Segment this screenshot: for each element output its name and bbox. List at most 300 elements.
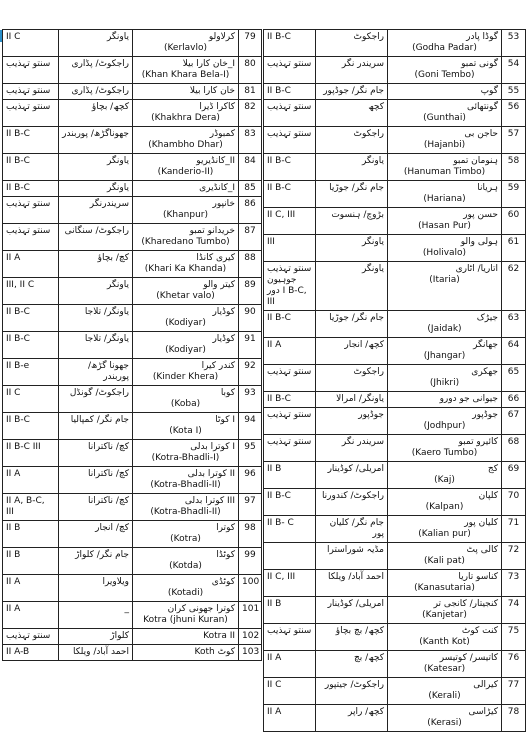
row-number-cell xyxy=(239,30,262,57)
location-cell xyxy=(59,57,133,84)
period-cell-text: II B-C xyxy=(6,307,30,317)
site-name-cell-text: گونتھائی xyxy=(466,102,498,112)
period-cell-text: II B xyxy=(6,550,21,560)
site-name-cell-text: اتاریا/ اٹاری xyxy=(455,264,498,274)
period-cell xyxy=(264,651,316,678)
site-name-cell xyxy=(388,462,502,489)
site-english-name: (Kerasi) xyxy=(427,718,462,728)
period-cell xyxy=(3,386,59,413)
site-name-cell-text: کائیرو تمبو xyxy=(458,437,498,447)
site-name-cell-text: کاکرا ڈیرا xyxy=(199,102,235,112)
period-cell xyxy=(3,100,59,127)
location-cell xyxy=(59,30,133,57)
row-number-cell-text: 92 xyxy=(244,361,256,371)
site-name-cell-text: کوترا xyxy=(216,523,235,533)
row-number-cell xyxy=(502,127,526,154)
location-cell-text: راجکوٹ/ پڈاری xyxy=(71,86,129,96)
period-cell xyxy=(3,224,59,251)
period-cell-text: II A xyxy=(6,577,21,587)
site-name-cell xyxy=(133,197,239,224)
period-cell xyxy=(264,516,316,543)
period-cell-text: II B-C III xyxy=(6,442,41,452)
location-cell xyxy=(59,440,133,467)
period-cell-text: سنتو تہذیب xyxy=(6,226,51,236)
table-row xyxy=(3,575,262,602)
site-english-name: (Kotadi) xyxy=(167,588,204,598)
period-cell xyxy=(3,57,59,84)
period-cell-text: سنتو تہذیب xyxy=(267,367,312,377)
site-english-name: (Kinder Khera) xyxy=(152,372,219,382)
row-number-cell xyxy=(239,154,262,181)
site-name-cell-text: کوترا بدلی III xyxy=(184,496,235,506)
row-number-cell xyxy=(502,705,526,732)
location-cell xyxy=(316,262,388,311)
site-name-cell xyxy=(133,359,239,386)
row-number-cell xyxy=(502,100,526,127)
site-name-cell-text: کنجیتار/ کانجی تر xyxy=(433,599,498,609)
site-english-name: (Kanasutaria) xyxy=(414,583,475,593)
row-number-cell-text: 69 xyxy=(507,464,520,474)
row-number-cell-text: 78 xyxy=(507,707,520,717)
site-english-name: (Kotra-Bhadli-I) xyxy=(151,453,220,463)
location-cell xyxy=(59,127,133,154)
site-name-cell-text: Koth کوٹ xyxy=(194,647,235,657)
site-english-name: (Kerali) xyxy=(428,691,461,701)
table-row xyxy=(264,543,526,570)
row-number-cell-text: 98 xyxy=(244,523,256,533)
location-cell xyxy=(59,332,133,359)
period-cell xyxy=(3,645,59,661)
row-number-cell-text: 56 xyxy=(507,102,520,112)
period-cell xyxy=(264,408,316,435)
site-name-cell-text: کیڑاسی xyxy=(468,707,498,717)
site-name-cell xyxy=(388,392,502,408)
site-english-name: (Kotra-Bhadli-II) xyxy=(150,480,221,490)
site-name-cell-text: ہنومان تمبو xyxy=(453,156,498,166)
period-cell-text: II A xyxy=(6,469,21,479)
row-number-cell-text: 95 xyxy=(244,442,256,452)
location-cell xyxy=(59,413,133,440)
site-name-cell-text: کوترا بدلی II xyxy=(187,469,235,479)
site-name-cell xyxy=(388,597,502,624)
period-cell xyxy=(264,705,316,732)
location-cell-text: یاونگر xyxy=(106,183,129,193)
period-cell-text: II B-C xyxy=(267,313,291,323)
location-cell xyxy=(59,84,133,100)
period-cell xyxy=(264,597,316,624)
period-cell xyxy=(3,359,59,386)
row-number-cell-text: 89 xyxy=(244,280,256,290)
row-number-cell-text: 74 xyxy=(507,599,520,609)
location-cell xyxy=(59,181,133,197)
table-row xyxy=(264,154,526,181)
site-name-cell xyxy=(133,305,239,332)
row-number-cell xyxy=(239,645,262,661)
row-number-cell-text: 67 xyxy=(507,410,520,420)
row-number-cell xyxy=(239,305,262,332)
row-number-cell xyxy=(502,392,526,408)
site-name-cell-text: ہولی والو xyxy=(460,237,498,247)
period-cell xyxy=(264,154,316,181)
location-cell xyxy=(316,127,388,154)
row-number-cell-text: 53 xyxy=(507,32,520,42)
location-cell-text: جام نگر/ جوڑیا xyxy=(329,313,384,323)
table-row xyxy=(3,602,262,629)
period-cell-text: سنتو تہذیب xyxy=(267,129,312,139)
site-name-cell-text: گونی تمبو xyxy=(461,59,498,69)
site-name-cell xyxy=(388,57,502,84)
row-number-cell-text: 71 xyxy=(507,518,520,528)
location-cell xyxy=(316,597,388,624)
row-number-cell xyxy=(239,602,262,629)
table-row xyxy=(3,30,262,57)
site-name-cell-text: حسن پور xyxy=(463,210,498,220)
site-english-name: (Hanuman Timbo) xyxy=(403,167,486,177)
table-row xyxy=(264,705,526,732)
row-number-cell xyxy=(502,543,526,570)
period-cell xyxy=(3,154,59,181)
row-number-cell xyxy=(239,181,262,197)
site-name-cell xyxy=(133,575,239,602)
period-cell-text: II B xyxy=(267,599,282,609)
location-cell xyxy=(316,235,388,262)
period-cell-text: سنتو تہذیب xyxy=(6,59,51,69)
row-number-cell-text: 101 xyxy=(242,604,260,614)
site-name-cell xyxy=(133,100,239,127)
site-english-name: (Khanpur) xyxy=(163,210,208,220)
row-number-cell-text: 102 xyxy=(242,631,260,641)
period-cell-text: II B-C xyxy=(267,394,291,404)
period-cell xyxy=(3,332,59,359)
sites-table-right xyxy=(263,29,526,732)
period-cell xyxy=(264,127,316,154)
location-cell-text: کچھ/ راپر xyxy=(348,707,384,717)
table-row xyxy=(3,413,262,440)
site-english-name: Kotra (jhuni Kuran) xyxy=(143,615,228,625)
row-number-cell-text: 61 xyxy=(507,237,520,247)
site-name-cell xyxy=(388,435,502,462)
site-english-name: (Jhikri) xyxy=(429,378,460,388)
location-cell xyxy=(59,359,133,386)
site-name-cell-text: کانڈیری_I xyxy=(199,183,235,193)
row-number-cell-text: 58 xyxy=(507,156,520,166)
row-number-cell-text: 86 xyxy=(244,199,256,209)
location-cell-text: راجکوٹ/ گونڈل xyxy=(69,388,129,398)
location-cell-text: کچھ/ بچ xyxy=(354,653,384,663)
site-english-name: (Katesar) xyxy=(423,664,466,674)
period-cell xyxy=(3,197,59,224)
location-cell-text: کچ/ ناکترانا xyxy=(88,496,129,506)
period-cell-text: II B xyxy=(6,523,21,533)
row-number-cell-text: 76 xyxy=(507,653,520,663)
row-number-cell xyxy=(502,597,526,624)
period-cell xyxy=(3,181,59,197)
row-number-cell xyxy=(502,208,526,235)
row-number-cell xyxy=(502,30,526,57)
site-name-cell-text: کلیان پور xyxy=(464,518,498,528)
site-english-name: (Kodiyar) xyxy=(165,345,206,355)
site-name-cell xyxy=(133,127,239,154)
table-row xyxy=(3,645,262,661)
period-cell-text: سنتو تہذیب xyxy=(267,59,312,69)
location-cell-text: راجکوٹ/ کندورنا xyxy=(321,491,384,501)
row-number-cell xyxy=(239,84,262,100)
site-name-cell xyxy=(133,548,239,575)
row-number-cell-text: 80 xyxy=(244,59,256,69)
location-cell xyxy=(316,678,388,705)
period-cell-text: II B-C xyxy=(267,32,291,42)
site-name-cell-text: کوڈیار xyxy=(212,334,235,344)
row-number-cell-text: 103 xyxy=(242,647,260,657)
table-row xyxy=(264,435,526,462)
location-cell xyxy=(59,224,133,251)
period-cell xyxy=(264,435,316,462)
location-cell-text: سریندر نگر xyxy=(341,437,384,447)
period-cell-text: II B-C xyxy=(267,183,291,193)
row-number-cell-text: 63 xyxy=(507,313,520,323)
period-cell xyxy=(3,127,59,154)
row-number-cell-text: 96 xyxy=(244,469,256,479)
site-name-cell xyxy=(388,338,502,365)
location-cell-text: مڈیہ شوراسترا xyxy=(327,545,384,555)
period-cell-text: II C, III xyxy=(267,210,296,220)
period-cell-text: II B-e xyxy=(6,361,30,371)
location-cell xyxy=(316,154,388,181)
location-cell xyxy=(316,365,388,392)
table-row xyxy=(3,251,262,278)
location-cell xyxy=(59,575,133,602)
site-name-cell xyxy=(133,30,239,57)
site-name-cell-text: خان کارا بیلا xyxy=(189,86,235,96)
table-row xyxy=(3,100,262,127)
row-number-cell xyxy=(239,359,262,386)
table-row xyxy=(3,224,262,251)
period-cell xyxy=(264,208,316,235)
row-number-cell-text: 82 xyxy=(244,102,256,112)
location-cell-text: کچھ/ انجار xyxy=(344,340,384,350)
location-cell xyxy=(316,516,388,543)
period-cell xyxy=(264,100,316,127)
table-row xyxy=(3,440,262,467)
row-number-cell xyxy=(502,408,526,435)
period-cell xyxy=(264,57,316,84)
row-number-cell xyxy=(502,435,526,462)
location-cell-text: کچھ/ بچاؤ xyxy=(91,102,129,112)
row-number-cell-text: 97 xyxy=(244,496,256,506)
period-cell xyxy=(3,521,59,548)
period-cell-text: II A xyxy=(267,340,282,350)
location-cell xyxy=(316,84,388,100)
location-cell-text: کچھ xyxy=(368,102,384,112)
site-english-name: (Godha Padar) xyxy=(412,43,477,53)
location-cell xyxy=(316,435,388,462)
site-name-cell-text: کناسو تاریا xyxy=(458,572,498,582)
site-name-cell xyxy=(388,408,502,435)
period-cell-text: II A xyxy=(267,707,282,717)
site-name-cell-text: خانپور xyxy=(212,199,235,209)
period-cell-text: II C xyxy=(6,32,21,42)
row-number-cell xyxy=(502,624,526,651)
row-number-cell-text: 99 xyxy=(244,550,256,560)
row-number-cell xyxy=(239,521,262,548)
location-cell xyxy=(316,462,388,489)
location-cell-text: احمد آباد/ ویلکا xyxy=(327,572,384,582)
site-name-cell xyxy=(388,208,502,235)
site-name-cell xyxy=(133,629,239,645)
row-number-cell xyxy=(239,278,262,305)
period-cell xyxy=(3,494,59,521)
row-number-cell-text: 60 xyxy=(507,210,520,220)
location-cell xyxy=(59,386,133,413)
site-name-cell-text: گوڈا پادر xyxy=(466,32,498,42)
site-name-cell-text: جیوانی جو دورو xyxy=(439,394,498,404)
row-number-cell-text: 83 xyxy=(244,129,256,139)
period-cell-text: II B xyxy=(267,464,282,474)
location-cell-text: یاونگر xyxy=(361,156,384,166)
site-name-cell-text: کنت کوٹ xyxy=(461,626,498,636)
location-cell-text: جام نگر/ جوڑیا xyxy=(329,183,384,193)
site-name-cell-text: خریدانو تمبو xyxy=(189,226,235,236)
location-cell-text: جام نگر/ کلواڑ xyxy=(75,550,129,560)
location-cell-text: یاونگر xyxy=(106,32,129,42)
site-name-cell xyxy=(388,100,502,127)
site-english-name: (Kotra-Bhadli-II) xyxy=(150,507,221,517)
period-cell xyxy=(264,338,316,365)
site-english-name: (Gunthai) xyxy=(423,113,466,123)
location-cell-text: کچ/ ناکترانا xyxy=(88,442,129,452)
table-row xyxy=(3,197,262,224)
period-cell-text: II B-C xyxy=(6,129,30,139)
location-cell-text: ویلاویرا xyxy=(102,577,129,587)
location-cell-text: کچھ/ بچ بچاؤ xyxy=(335,626,384,636)
row-number-cell xyxy=(239,440,262,467)
site-name-cell-text: کاتیسر/ کوتیسر xyxy=(439,653,498,663)
location-cell-text: جام نگر/ کمپالیا xyxy=(70,415,129,425)
site-name-cell-text: کیتر والو xyxy=(203,280,235,290)
row-number-cell-text: 94 xyxy=(244,415,256,425)
location-cell-text: _ xyxy=(124,604,129,614)
site-name-cell xyxy=(388,489,502,516)
period-cell xyxy=(3,305,59,332)
row-number-cell xyxy=(239,494,262,521)
row-number-cell-text: 73 xyxy=(507,572,520,582)
period-cell xyxy=(264,84,316,100)
period-cell-text: III xyxy=(267,237,275,247)
location-cell xyxy=(59,278,133,305)
site-name-cell xyxy=(388,311,502,338)
site-english-name: (Kodiyar) xyxy=(165,318,206,328)
row-number-cell xyxy=(239,575,262,602)
site-english-name: (Kalian pur) xyxy=(418,529,471,539)
period-cell-text: II B-C xyxy=(267,156,291,166)
period-cell-text: II B-C xyxy=(6,334,30,344)
location-cell xyxy=(59,629,133,645)
row-number-cell-text: 84 xyxy=(244,156,256,166)
location-cell xyxy=(316,408,388,435)
location-cell-text: یاونگر xyxy=(106,280,129,290)
site-name-cell xyxy=(388,30,502,57)
site-english-name: (Kanjetar) xyxy=(422,610,467,620)
period-cell-text: سنتو تہذیب xyxy=(6,86,51,96)
location-cell xyxy=(59,548,133,575)
location-cell-text: کچ/ ناکترانا xyxy=(88,469,129,479)
row-number-cell-text: 62 xyxy=(507,264,520,274)
location-cell-text: راجکوٹ/ سنگانی xyxy=(64,226,129,236)
site-name-cell xyxy=(133,413,239,440)
location-cell xyxy=(316,311,388,338)
location-cell-text: جھوناگڑھ/ پوربندر xyxy=(62,129,129,139)
period-cell xyxy=(3,278,59,305)
period-cell xyxy=(264,543,316,570)
location-cell xyxy=(316,57,388,84)
period-cell xyxy=(3,30,59,57)
period-cell-text: II A-B xyxy=(6,647,30,657)
site-name-cell-text: کمبوڈر xyxy=(209,129,235,139)
site-name-cell-text: کندر کیرا xyxy=(201,361,235,371)
row-number-cell-text: 79 xyxy=(244,32,256,42)
site-name-cell-text: جوڈپور xyxy=(472,410,498,420)
period-cell xyxy=(264,262,316,311)
period-cell-text: سنتو تہذیب xyxy=(267,102,312,112)
period-cell-text: سنتو تہذیب جوہیون دور I B-C, III xyxy=(267,264,312,307)
site-english-name: (Kanderio-II) xyxy=(157,167,214,177)
site-english-name: (Khari Ka Khanda) xyxy=(144,264,227,274)
table-row xyxy=(264,100,526,127)
site-name-cell-text: ہریانا xyxy=(477,183,498,193)
site-english-name: (Kharedano Tumbo) xyxy=(141,237,230,247)
row-number-cell-text: 85 xyxy=(244,183,256,193)
location-cell xyxy=(59,521,133,548)
row-number-cell xyxy=(239,224,262,251)
site-english-name: (Kaero Tumbo) xyxy=(411,448,478,458)
period-cell-text: II B-C xyxy=(6,183,30,193)
row-number-cell-text: 57 xyxy=(507,129,520,139)
period-cell xyxy=(264,489,316,516)
table-row xyxy=(264,311,526,338)
row-number-cell xyxy=(502,84,526,100)
period-cell xyxy=(3,84,59,100)
site-name-cell-text: کلپان xyxy=(478,491,498,501)
row-number-cell xyxy=(239,629,262,645)
row-number-cell xyxy=(502,678,526,705)
row-number-cell xyxy=(502,365,526,392)
row-number-cell xyxy=(502,570,526,597)
site-english-name: (Khakhra Dera) xyxy=(151,113,220,123)
site-english-name: (Khambho Dhar) xyxy=(148,140,223,150)
row-number-cell-text: 88 xyxy=(244,253,256,263)
row-number-cell xyxy=(239,57,262,84)
site-name-cell xyxy=(133,467,239,494)
site-name-cell xyxy=(133,602,239,629)
table-row xyxy=(264,462,526,489)
table-row xyxy=(264,57,526,84)
row-number-cell-text: 55 xyxy=(507,86,520,96)
table-row xyxy=(3,521,262,548)
period-cell xyxy=(3,440,59,467)
site-name-cell xyxy=(133,84,239,100)
period-cell-text: II B-C xyxy=(267,491,291,501)
table-row xyxy=(264,597,526,624)
site-name-cell-text: کیری کانڈا xyxy=(196,253,235,263)
row-number-cell xyxy=(502,516,526,543)
location-cell xyxy=(59,100,133,127)
site-english-name: (Kalpan) xyxy=(425,502,464,512)
table-row xyxy=(264,338,526,365)
table-row xyxy=(3,154,262,181)
period-cell-text: II C xyxy=(267,680,282,690)
row-number-cell xyxy=(239,197,262,224)
site-english-name: (Holivalo) xyxy=(422,248,467,258)
